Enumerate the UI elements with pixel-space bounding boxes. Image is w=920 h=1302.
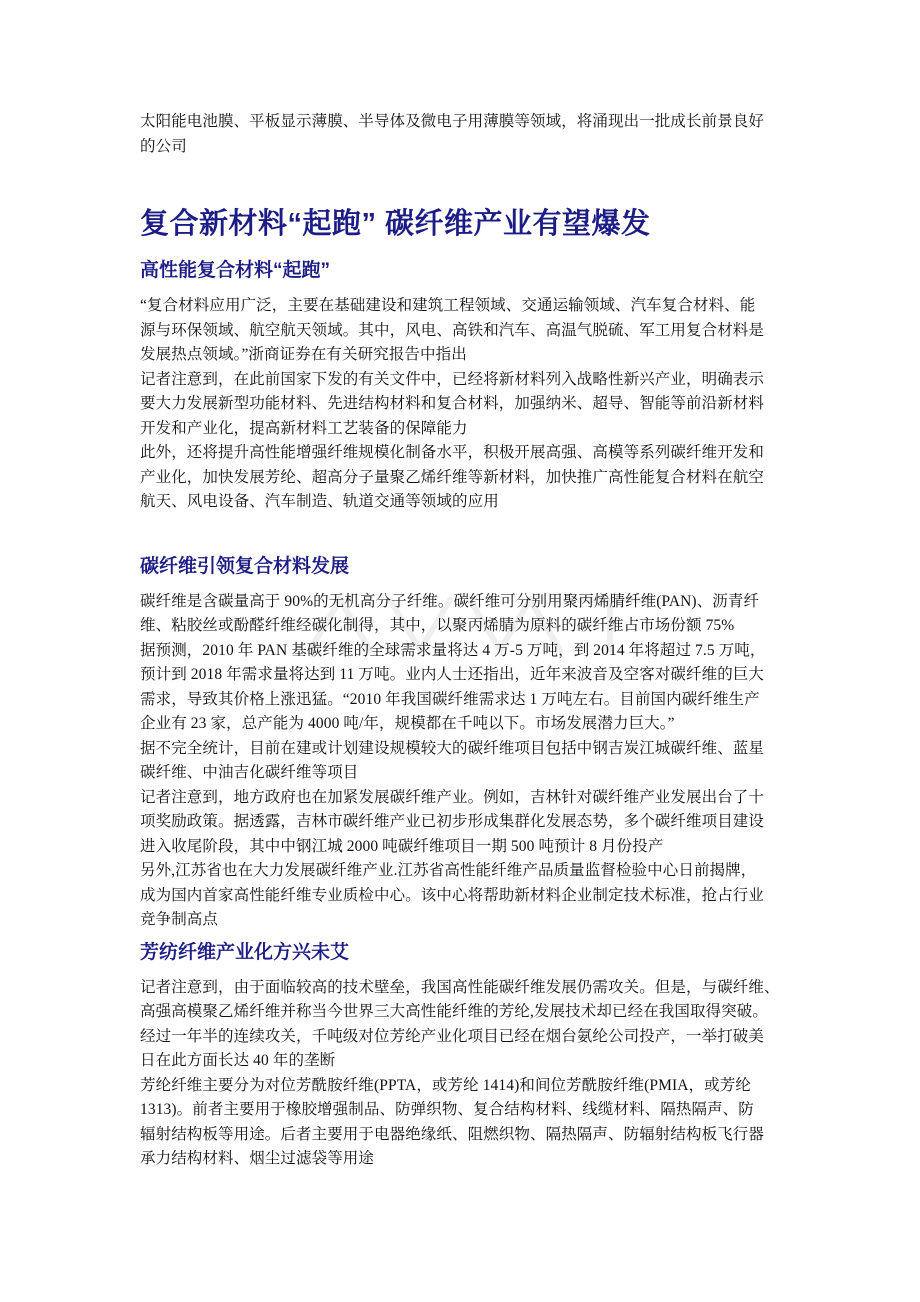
- text-line: “复合材料应用广泛，主要在基础建设和建筑工程领域、交通运输领域、汽车复合材料、能: [140, 297, 756, 314]
- text-line: 经过一年半的连续攻关，千吨级对位芳纶产业化项目已经在烟台氨纶公司投产，一举打破美: [140, 1027, 765, 1045]
- text-line: 企业有 23 家，总产能为 4000 吨/年，规模都在千吨以下。市场发展潜力巨大。”: [140, 715, 675, 732]
- section-heading: 高性能复合材料“起跑”: [140, 260, 331, 281]
- main-title: 复合新材料“起跑” 碳纤维产业有望爆发: [140, 208, 651, 240]
- text-line: 要大力发展新型功能材料、先进结构材料和复合材料，加强纳米、超导、智能等前沿新材料: [140, 395, 765, 412]
- text-line: 芳纶纤维主要分为对位芳酰胺纤维(PPTA，或芳纶 1414)和间位芳酰胺纤维(PMIA，或芳纶: [140, 1076, 751, 1094]
- text-line: 成为国内首家高性能纤维专业质检中心。该中心将帮助新材料企业制定技术标准，抢占行业: [140, 886, 765, 904]
- text-line: 记者注意到，地方政府也在加紧发展碳纤维产业。例如，吉林针对碳纤维产业发展出台了十: [140, 788, 765, 806]
- text-line: 竞争制高点: [140, 911, 219, 928]
- text-line: 航天、风电设备、汽车制造、轨道交通等领域的应用: [140, 493, 499, 510]
- text-line: 承力结构材料、烟尘过滤袋等用途: [140, 1150, 375, 1167]
- text-line: 太阳能电池膜、平板显示薄膜、半导体及微电子用薄膜等领域，将涌现出一批成长前景良好: [140, 113, 765, 130]
- text-line: 据不完全统计，目前在建或计划建设规模较大的碳纤维项目包括中钢吉炭江城碳纤维、蓝星: [140, 739, 765, 757]
- text-line: 项奖励政策。据透露，吉林市碳纤维产业已初步形成集群化发展态势，多个碳纤维项目建设: [140, 813, 765, 830]
- section-body: [140, 976, 784, 1172]
- text-line: 1313)。前者主要用于橡胶增强制品、防弹织物、复合结构材料、线缆材料、隔热隔声、防: [140, 1101, 754, 1118]
- section-body: [140, 294, 784, 515]
- text-line: 需求，导致其价格上涨迅猛。“2010 年我国碳纤维需求达 1 万吨左右。目前国内碳纤维生产: [140, 690, 760, 708]
- text-line: 维、粘胶丝或酚醛纤维经碳化制得，其中，以聚丙烯腈为原料的碳纤维占市场份额 75%: [140, 617, 735, 634]
- intro-paragraph: [140, 110, 784, 159]
- text-line: 另外,江苏省也在大力发展碳纤维产业.江苏省高性能纤维产品质量监督检验中心日前揭牌，: [140, 862, 757, 879]
- text-line: 记者注意到，在此前国家下发的有关文件中，已经将新材料列入战略性新兴产业，明确表示: [140, 370, 765, 388]
- text-line: 碳纤维是含碳量高于 90%的无机高分子纤维。碳纤维可分别用聚丙烯腈纤维(PAN)、沥青纤: [140, 592, 760, 610]
- text-line: 的公司: [140, 137, 187, 155]
- text-line: 据预测，2010 年 PAN 基碳纤维的全球需求量将达 4 万-5 万吨，到 2014 年将超过 7.5 万吨，: [140, 641, 766, 659]
- text-line: 记者注意到，由于面临较高的技术壁垒，我国高性能碳纤维发展仍需攻关。但是，与碳纤维、: [140, 978, 780, 996]
- text-line: 进入收尾阶段，其中中钢江城 2000 吨碳纤维项目一期 500 吨预计 8 月份投产: [140, 837, 664, 855]
- text-line: 发展热点领域。”浙商证券在有关研究报告中指出: [140, 346, 467, 363]
- text-line: 源与环保领域、航空航天领域。其中，风电、高铁和汽车、高温气脱硫、军工用复合材料是: [140, 321, 765, 339]
- text-line: 开发和产业化，提高新材料工艺装备的保障能力: [140, 419, 468, 437]
- text-line: 高强高模聚乙烯纤维并称当今世界三大高性能纤维的芳纶,发展技术却已经在我国取得突破。: [140, 1003, 768, 1020]
- text-line: 碳纤维、中油吉化碳纤维等项目: [140, 764, 359, 781]
- text-line: 预计到 2018 年需求量将达到 11 万吨。业内人士还指出，近年来波音及空客对碳纤维的巨大: [140, 666, 765, 683]
- section-heading: 碳纤维引领复合材料发展: [140, 555, 350, 577]
- text-line: 此外，还将提升高性能增强纤维规模化制备水平，积极开展高强、高模等系列碳纤维开发和: [140, 444, 765, 461]
- text-line: 日在此方面长达 40 年的垄断: [140, 1052, 336, 1069]
- text-line: 产业化，加快发展芳纶、超高分子量聚乙烯纤维等新材料，加快推广高性能复合材料在航空: [140, 468, 765, 486]
- text-line: 辐射结构板等用途。后者主要用于电器绝缘纸、阻燃织物、隔热隔声、防辐射结构板飞行器: [140, 1125, 765, 1143]
- section-body: [140, 590, 784, 933]
- section-heading: 芳纺纤维产业化方兴未艾: [140, 941, 350, 963]
- document-page: [140, 100, 784, 1172]
